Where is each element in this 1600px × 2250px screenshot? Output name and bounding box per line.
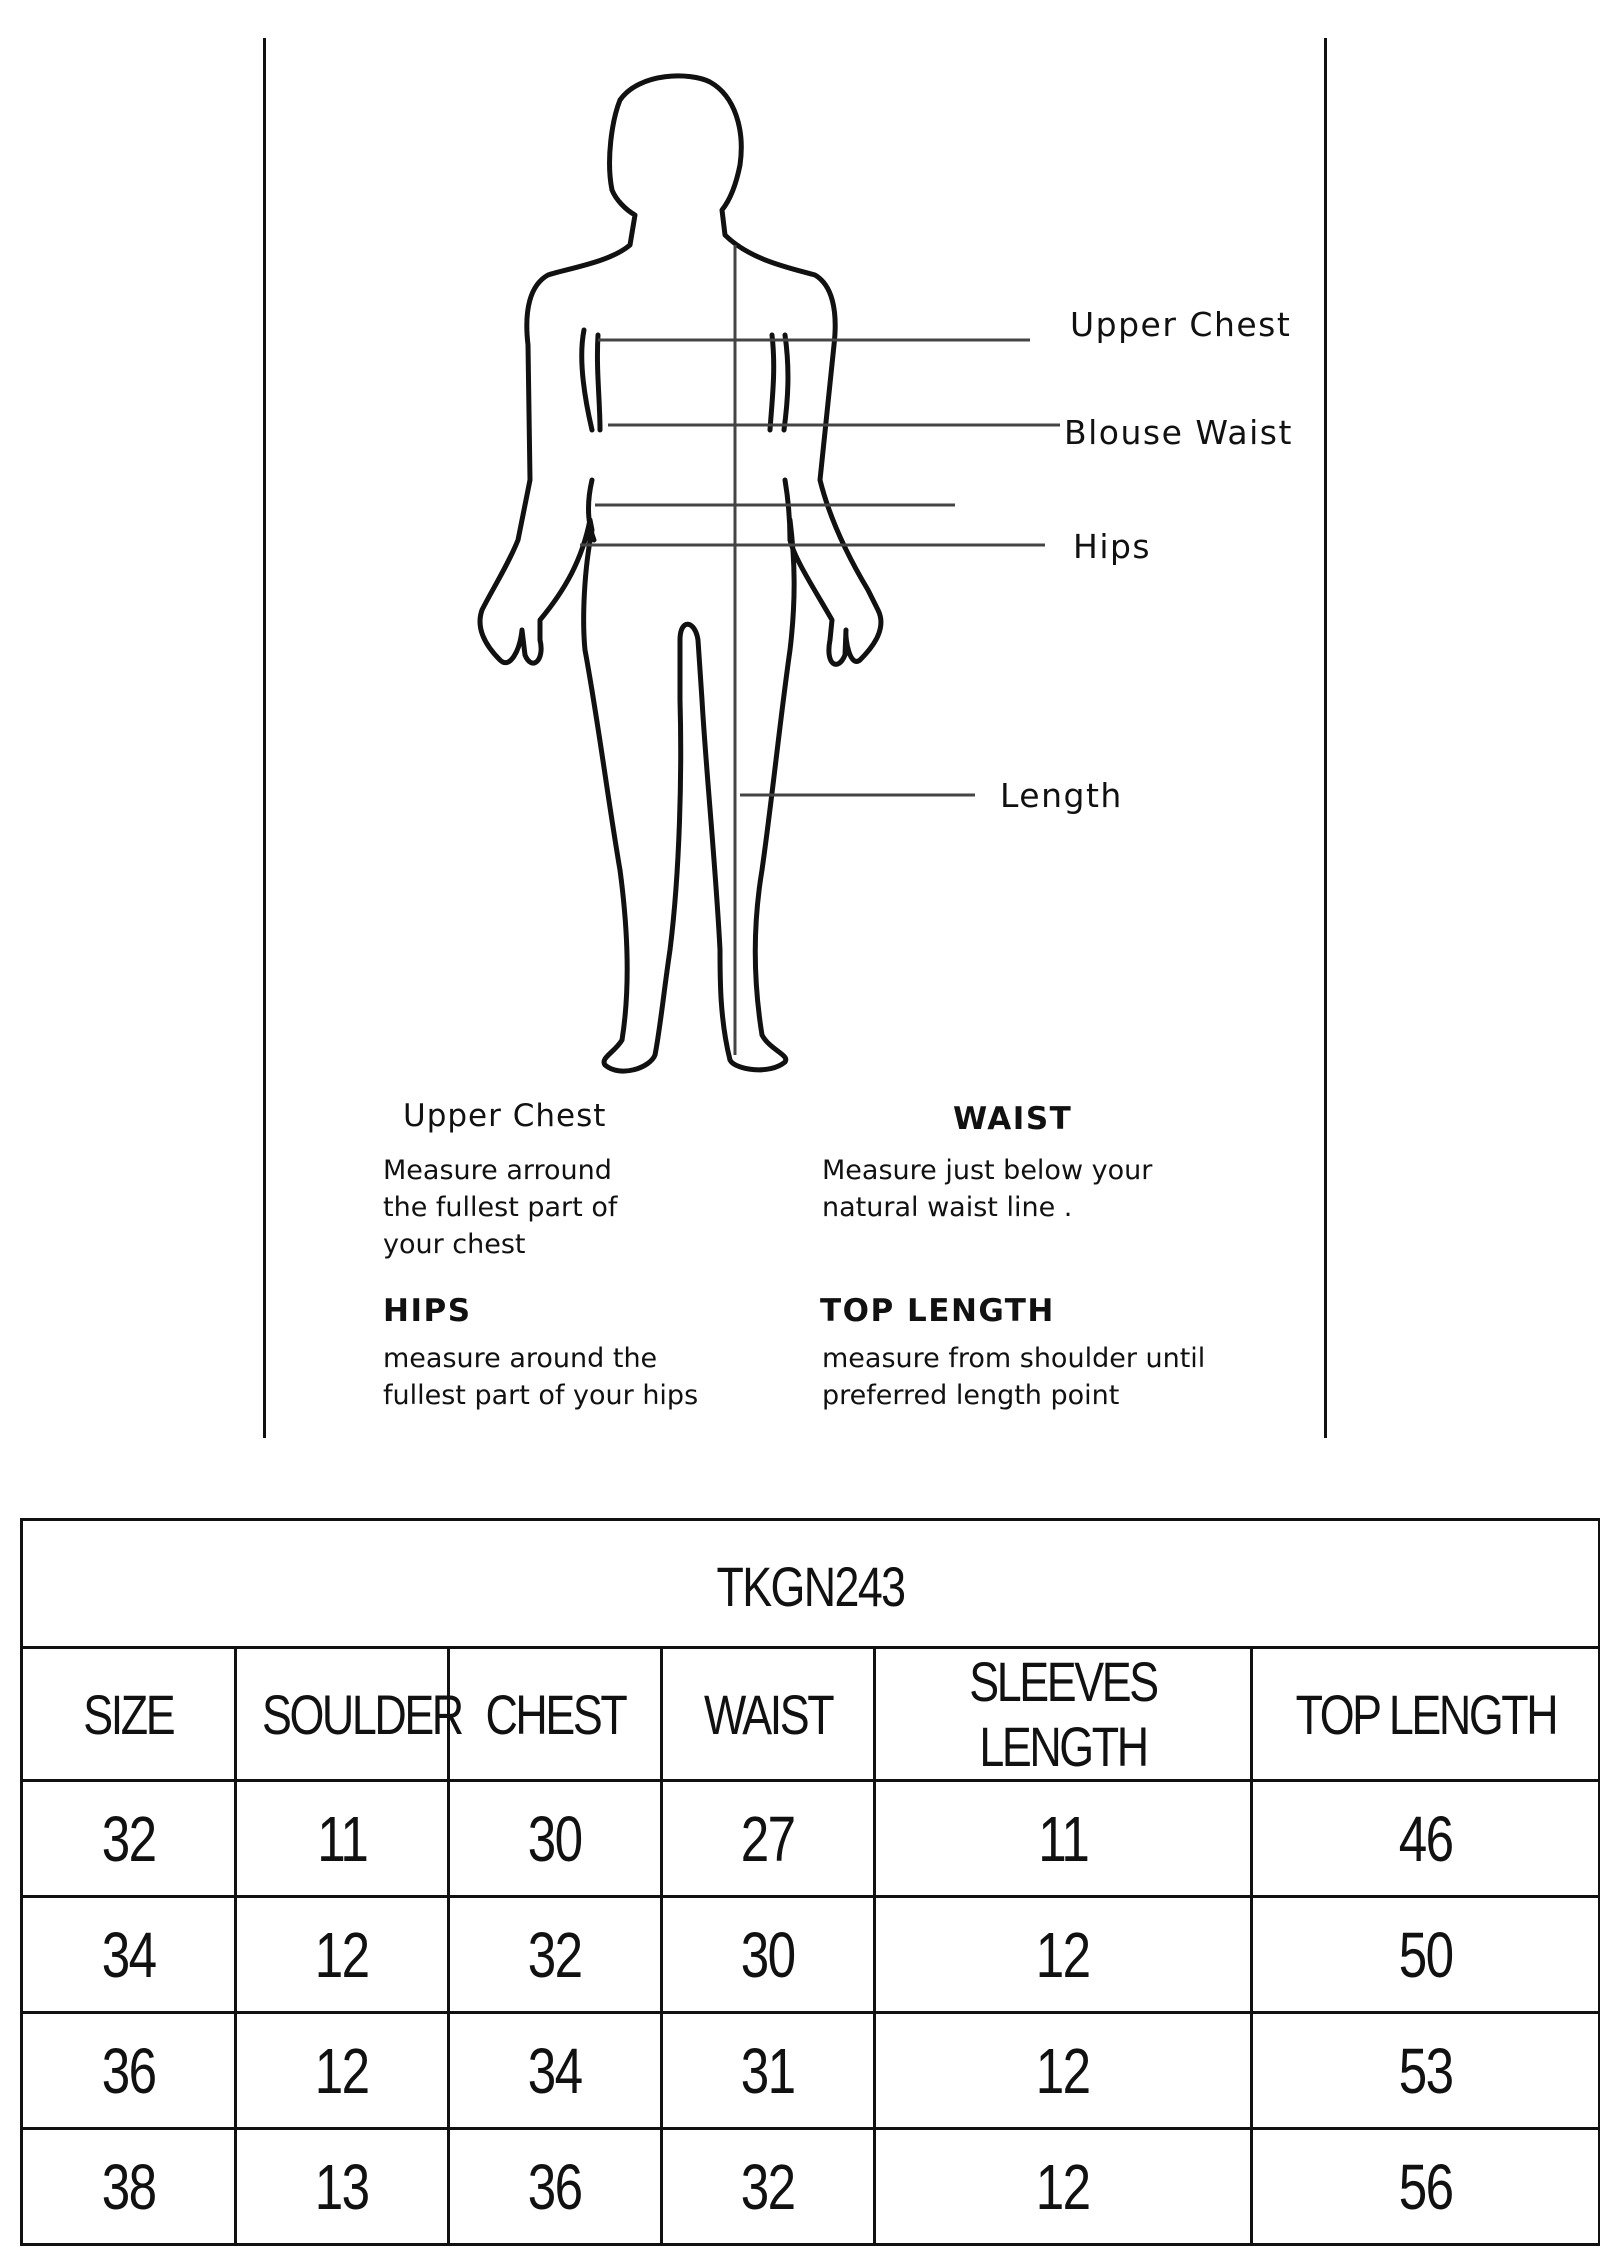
table-cell: 32	[22, 1781, 236, 1897]
table-cell: 12	[875, 2129, 1252, 2245]
label-length: Length	[1000, 776, 1123, 815]
hip-curve-2	[785, 480, 790, 540]
table-cell: 27	[662, 1781, 875, 1897]
section-upper-chest-title: Upper Chest	[403, 1098, 607, 1134]
right-arm-line	[770, 335, 774, 430]
table-cell: 38	[22, 2129, 236, 2245]
table-cell: 31	[662, 2013, 875, 2129]
table-cell: 46	[1252, 1781, 1600, 1897]
section-top-length-text: measure from shoulder until preferred length point	[822, 1343, 1206, 1411]
header-sleeves-length: SLEEVES LENGTH	[875, 1648, 1252, 1781]
table-header-row	[22, 1648, 1600, 1781]
section-waist-text: Measure just below your natural waist line .	[822, 1155, 1153, 1223]
header-top-length: TOP LENGTH	[1252, 1648, 1600, 1781]
table-cell: 12	[236, 2013, 449, 2129]
table-row	[22, 1781, 1600, 1897]
table-cell: 30	[449, 1781, 662, 1897]
left-arm-line-2	[597, 335, 600, 430]
header-waist: WAIST	[662, 1648, 875, 1781]
table-cell: 30	[662, 1897, 875, 2013]
header-soulder: SOULDER	[236, 1648, 449, 1781]
table-cell: 11	[236, 1781, 449, 1897]
header-chest: CHEST	[449, 1648, 662, 1781]
section-waist-title: WAIST	[953, 1101, 1073, 1137]
label-upper-chest: Upper Chest	[1070, 305, 1292, 344]
table-row	[22, 2129, 1600, 2245]
table-cell: 32	[449, 1897, 662, 2013]
section-hips-text: measure around the fullest part of your hips	[383, 1343, 699, 1411]
table-cell: 36	[22, 2013, 236, 2129]
table-cell: 34	[22, 1897, 236, 2013]
table-cell: 36	[449, 2129, 662, 2245]
hip-curve	[588, 480, 594, 540]
table-cell: 56	[1252, 2129, 1600, 2245]
table-cell: 13	[236, 2129, 449, 2245]
body-outline	[480, 76, 881, 1071]
table-cell: 12	[875, 1897, 1252, 2013]
right-arm-line-2	[784, 335, 788, 430]
left-arm-line	[582, 330, 592, 430]
table-title-row	[22, 1520, 1600, 1648]
label-hips: Hips	[1073, 527, 1152, 566]
section-upper-chest-text: Measure arround the fullest part of your chest	[383, 1155, 618, 1260]
size-chart-table	[20, 1518, 1600, 2246]
section-top-length-title: TOP LENGTH	[820, 1293, 1055, 1329]
table-cell: 50	[1252, 1897, 1600, 2013]
header-size: SIZE	[22, 1648, 236, 1781]
table-title: TKGN243	[22, 1520, 1600, 1648]
table-cell: 32	[662, 2129, 875, 2245]
section-hips-title: HIPS	[383, 1293, 472, 1329]
table-cell: 12	[875, 2013, 1252, 2129]
table-row	[22, 2013, 1600, 2129]
table-cell: 53	[1252, 2013, 1600, 2129]
table-row	[22, 1897, 1600, 2013]
table-cell: 12	[236, 1897, 449, 2013]
table-cell: 11	[875, 1781, 1252, 1897]
label-blouse-waist: Blouse Waist	[1064, 413, 1293, 452]
table-cell: 34	[449, 2013, 662, 2129]
